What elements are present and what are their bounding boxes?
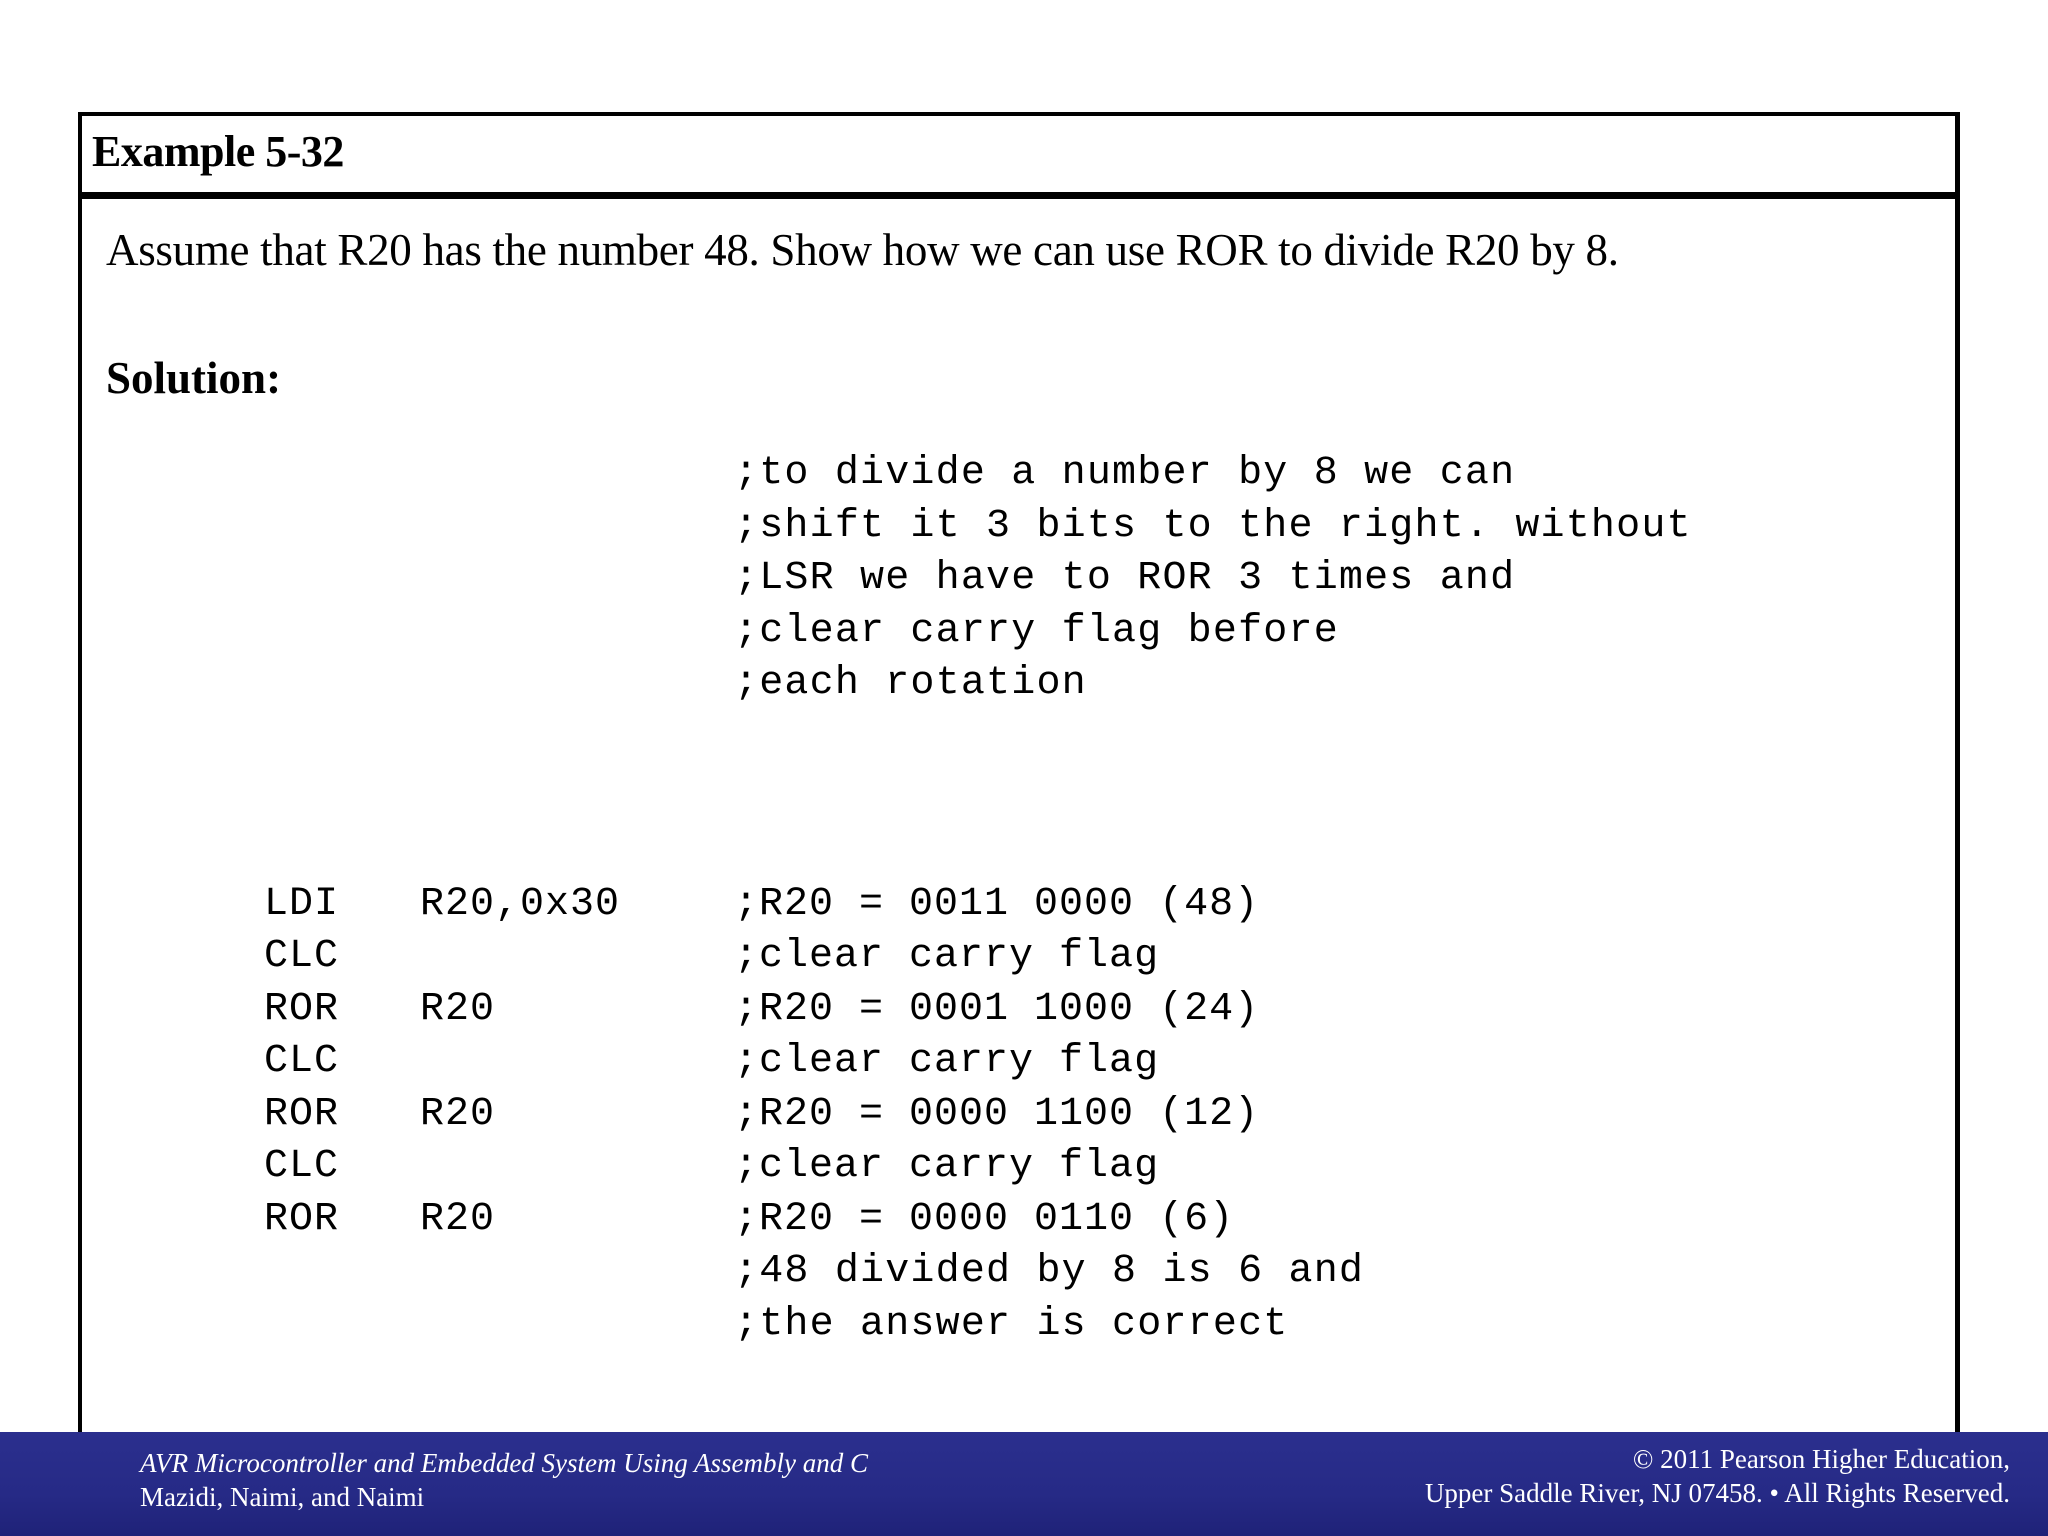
book-authors: Mazidi, Naimi, and Naimi	[140, 1482, 425, 1512]
code-line	[264, 1036, 1259, 1089]
code-operand: R20	[420, 1091, 496, 1137]
code-opcode: ROR	[264, 1196, 340, 1242]
code-comment: ;clear carry flag	[734, 934, 1160, 980]
copyright-line: Upper Saddle River, NJ 07458. • All Rights Reserved.	[1424, 1478, 2010, 1508]
intro-comments	[734, 448, 1692, 711]
copyright-line: © 2011 Pearson Higher Education,	[1632, 1444, 2010, 1474]
code-line	[264, 1141, 1259, 1194]
code-listing	[264, 878, 1259, 1246]
code-opcode: CLC	[264, 1144, 340, 1190]
comment-line: ;shift it 3 bits to the right. without	[734, 503, 1692, 549]
comment-line: ;to divide a number by 8 we can	[734, 451, 1516, 496]
comment-line: ;clear carry flag before	[734, 608, 1339, 654]
code-line	[264, 931, 1259, 984]
code-line	[264, 1193, 1259, 1246]
example-question: Assume that R20 has the number 48. Show how we can use ROR to divide R20 by 8.	[106, 225, 1619, 275]
code-line	[264, 878, 1259, 931]
code-operand	[420, 1036, 734, 1089]
code-operand	[420, 1141, 734, 1194]
code-comment: ;R20 = 0000 0110 (6)	[734, 1196, 1235, 1242]
code-comment: ;R20 = 0000 1100 (12)	[734, 1091, 1260, 1137]
footer-copyright	[1425, 1442, 2010, 1510]
footer-bar	[0, 1432, 2048, 1536]
code-opcode: ROR	[264, 986, 340, 1032]
code-opcode: LDI	[264, 881, 340, 927]
code-opcode: CLC	[264, 934, 340, 980]
comment-line: ;48 divided by 8 is 6 and	[734, 1249, 1365, 1294]
example-title-bar	[82, 116, 1955, 199]
code-opcode: ROR	[264, 1091, 340, 1137]
closing-comments	[734, 1246, 1364, 1351]
comment-line: ;LSR we have to ROR 3 times and	[734, 556, 1516, 601]
code-line	[264, 983, 1259, 1036]
code-operand	[420, 931, 734, 984]
example-box	[78, 112, 1960, 1432]
code-comment: ;clear carry flag	[734, 1039, 1160, 1085]
code-line	[264, 1088, 1259, 1141]
comment-line: ;the answer is correct	[734, 1301, 1289, 1347]
comment-line: ;each rotation	[734, 661, 1087, 706]
code-comment: ;R20 = 0011 0000 (48)	[734, 881, 1260, 927]
code-operand: R20	[420, 1196, 496, 1242]
code-comment: ;R20 = 0001 1000 (24)	[734, 986, 1260, 1032]
book-title: AVR Microcontroller and Embedded System Using Assembly and C	[140, 1448, 869, 1478]
code-opcode: CLC	[264, 1039, 340, 1085]
code-operand: R20	[420, 986, 496, 1032]
footer-book-info	[140, 1446, 868, 1514]
solution-label: Solution:	[106, 353, 282, 403]
code-operand: R20,0x30	[420, 881, 621, 927]
code-comment: ;clear carry flag	[734, 1144, 1160, 1190]
example-title: Example 5-32	[92, 127, 344, 176]
